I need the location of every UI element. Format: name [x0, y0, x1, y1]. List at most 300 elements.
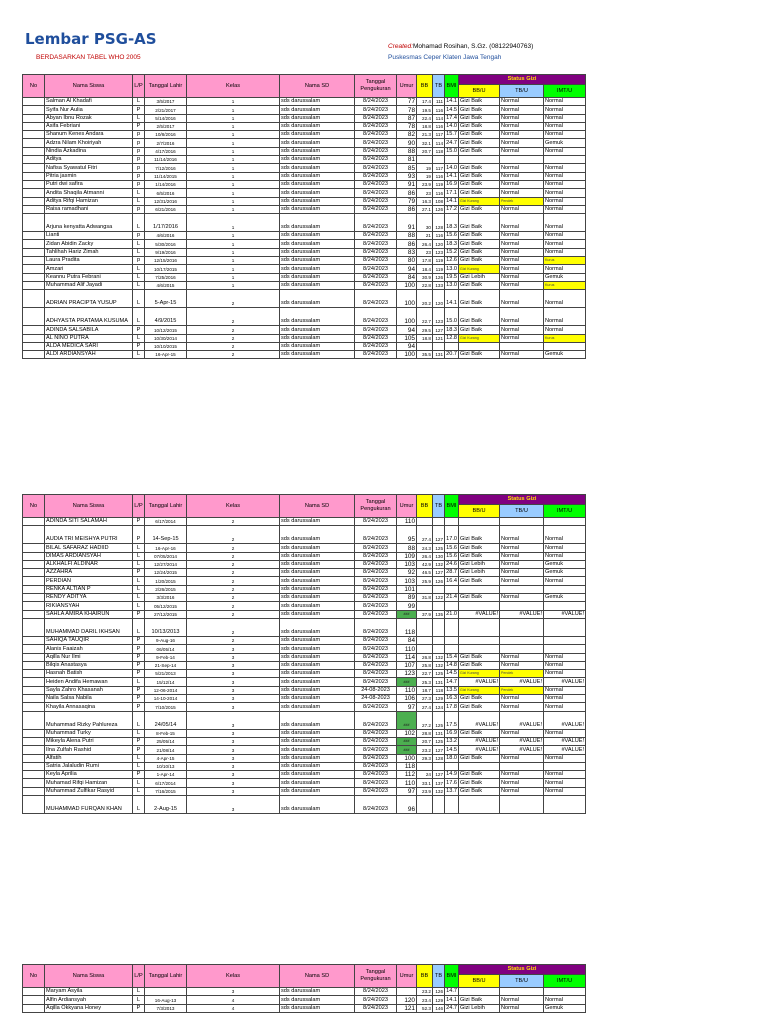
- cell-umur: 121: [397, 1004, 417, 1012]
- col-header-lp: L/P: [133, 965, 145, 988]
- cell-lp: L: [133, 98, 145, 106]
- cell-bb: 27.2: [417, 711, 433, 729]
- cell-nama-siswa: Muhammad Alif Jayadi: [45, 281, 133, 289]
- table-row: [23, 610, 586, 618]
- cell-nama-siswa: Salman Al Khadafi: [45, 98, 133, 106]
- cell-bmi: 14.7: [446, 988, 457, 995]
- cell-tanggal-lahir: 05/12/2015: [145, 602, 187, 610]
- cell-kelas: 1: [187, 257, 280, 265]
- cell-imt-u: [544, 636, 586, 644]
- cell-nama-sd: sds darussalam: [280, 569, 355, 577]
- cell-lp: P: [133, 518, 145, 526]
- cell-bmi: 14.1: [446, 996, 457, 1003]
- cell-nama-siswa: Zidan Abidin Zacky: [45, 240, 133, 248]
- cell-tanggal-lahir: 14-10-2014: [145, 695, 187, 703]
- cell-tanggal-lahir: 5-Apr-15: [145, 290, 187, 308]
- cell-nama-sd: sds darussalam: [280, 560, 355, 568]
- cell-bb: 32.1: [417, 139, 433, 147]
- cell-nama-siswa: Putri dwi safira: [45, 180, 133, 188]
- table-row: [23, 737, 586, 745]
- cell-nama-sd: sds darussalam: [280, 686, 355, 694]
- table-row: [23, 1004, 586, 1012]
- cell-tanggal-pengukuran: 8/24/2023: [355, 214, 397, 232]
- table-row: [23, 796, 586, 814]
- cell-nama-sd: sds darussalam: [280, 147, 355, 155]
- cell-tanggal-lahir: 11/14/2016: [145, 156, 187, 164]
- cell-tb: 127: [433, 569, 445, 577]
- cell-imt-u: [544, 342, 586, 350]
- cell-tanggal-lahir: 5/14/2016: [145, 114, 187, 122]
- cell-bb: 27.1: [417, 205, 433, 213]
- cell-tanggal-lahir: 2/5/2017: [145, 122, 187, 130]
- cell-tanggal-pengukuran: 8/24/2023: [355, 703, 397, 711]
- table-row: [23, 197, 586, 205]
- cell-lp: L: [133, 552, 145, 560]
- cell-nama-siswa: Amzari: [45, 265, 133, 273]
- cell-bb-u: Gizi Kurang: [459, 334, 500, 342]
- cell-nama-sd: sds darussalam: [280, 585, 355, 593]
- cell-tb: 116: [433, 172, 445, 180]
- cell-lp: P: [133, 610, 145, 618]
- cell-imt-u: Normal: [544, 122, 586, 130]
- cell-tb: 126: [433, 577, 445, 585]
- cell-tanggal-pengukuran: 8/24/2023: [355, 771, 397, 779]
- cell-bb: 18.8: [417, 122, 433, 130]
- cell-imt-u: Kurus: [544, 281, 586, 289]
- cell-tanggal-pengukuran: 8/24/2023: [355, 560, 397, 568]
- cell-tb: 108: [433, 197, 445, 205]
- cell-tanggal-lahir: 16-Aug-13: [145, 996, 187, 1004]
- cell-tb-u: Normal: [500, 787, 544, 795]
- cell-umur: 100: [397, 290, 417, 308]
- table-row: [23, 308, 586, 326]
- cell-tb: 118: [433, 147, 445, 155]
- cell-bb: [417, 518, 433, 526]
- cell-bmi: 20.7: [446, 351, 457, 358]
- cell-nama-siswa: Sayla Zahro Khasanah: [45, 686, 133, 694]
- cell-umur: 86: [397, 189, 417, 197]
- cell-tanggal-lahir: 12/31/2016: [145, 197, 187, 205]
- cell-tb: [433, 618, 445, 636]
- cell-kelas: 3: [187, 703, 280, 711]
- table-row: [23, 526, 586, 544]
- cell-tanggal-lahir: 12/24/2015: [145, 569, 187, 577]
- cell-imt-u: Normal: [544, 653, 586, 661]
- cell-nama-siswa: ALKHALFI ALDINAR: [45, 560, 133, 568]
- cell-bb: [417, 796, 433, 814]
- cell-imt-u: Normal: [544, 197, 586, 205]
- col-header-bmi: BMI: [445, 965, 459, 988]
- cell-nama-sd: sds darussalam: [280, 122, 355, 130]
- cell-kelas: 2: [187, 351, 280, 359]
- cell-kelas: 3: [187, 988, 280, 996]
- cell-bb: 19.5: [417, 106, 433, 114]
- cell-no: [23, 342, 45, 350]
- cell-lp: p: [133, 139, 145, 147]
- cell-umur: 103: [397, 577, 417, 585]
- cell-tb-u: Normal: [500, 265, 544, 273]
- cell-bb: [417, 636, 433, 644]
- cell-tanggal-lahir: 4/6/2015: [145, 281, 187, 289]
- cell-tanggal-pengukuran: 8/24/2023: [355, 172, 397, 180]
- cell-bmi: 14.5: [446, 670, 457, 677]
- cell-nama-sd: sds darussalam: [280, 180, 355, 188]
- cell-tanggal-pengukuran: 8/24/2023: [355, 147, 397, 155]
- cell-imt-u: Normal: [544, 686, 586, 694]
- cell-lp: P: [133, 326, 145, 334]
- cell-nama-sd: sds darussalam: [280, 636, 355, 644]
- cell-umur: 100: [397, 351, 417, 359]
- cell-tb-u: #VALUE!: [500, 711, 544, 729]
- cell-umur: ###: [397, 711, 417, 729]
- cell-nama-sd: sds darussalam: [280, 197, 355, 205]
- cell-nama-sd: sds darussalam: [280, 703, 355, 711]
- cell-bmi: [445, 518, 459, 526]
- cell-no: [23, 139, 45, 147]
- cell-kelas: 1: [187, 189, 280, 197]
- col-header-bbu: BB/U: [459, 975, 500, 988]
- cell-lp: p: [133, 205, 145, 213]
- cell-umur: ###: [397, 610, 417, 618]
- cell-lp: P: [133, 746, 145, 754]
- cell-bb: [417, 618, 433, 636]
- cell-umur: 106: [397, 695, 417, 703]
- cell-kelas: 3: [187, 762, 280, 770]
- cell-nama-sd: sds darussalam: [280, 670, 355, 678]
- cell-tb-u: Normal: [500, 695, 544, 703]
- cell-tanggal-lahir: 3/3/2016: [145, 594, 187, 602]
- cell-imt-u: Normal: [544, 180, 586, 188]
- cell-tanggal-lahir: 27/12/2015: [145, 610, 187, 618]
- cell-nama-siswa: Aqilla Nur Ilmi: [45, 653, 133, 661]
- cell-nama-sd: sds darussalam: [280, 610, 355, 618]
- cell-tb: 127: [433, 746, 445, 754]
- cell-tanggal-lahir: 10/17/2015: [145, 265, 187, 273]
- cell-umur: 86: [397, 205, 417, 213]
- cell-tanggal-lahir: 16-Apr-16: [145, 544, 187, 552]
- cell-lp: P: [133, 342, 145, 350]
- cell-tanggal-pengukuran: 8/24/2023: [355, 569, 397, 577]
- cell-lp: L: [133, 711, 145, 729]
- cell-tb: [433, 762, 445, 770]
- cell-umur: 110: [397, 645, 417, 653]
- cell-tb: 123: [433, 248, 445, 256]
- cell-tb-u: Normal: [500, 577, 544, 585]
- cell-tb: 133: [433, 281, 445, 289]
- col-header-no: No: [23, 75, 45, 98]
- cell-tanggal-lahir: 5/21/2013: [145, 670, 187, 678]
- table-row: [23, 996, 586, 1004]
- table-row: [23, 703, 586, 711]
- table-row: [23, 569, 586, 577]
- cell-imt-u: #VALUE!: [544, 746, 586, 754]
- cell-tb-u: [500, 762, 544, 770]
- cell-tanggal-lahir: 24/05/14: [145, 711, 187, 729]
- cell-tb-u: Normal: [500, 273, 544, 281]
- table-row: [23, 351, 586, 359]
- cell-kelas: 1: [187, 180, 280, 188]
- cell-imt-u: #VALUE!: [544, 678, 586, 686]
- cell-bmi: 24.6: [446, 561, 457, 568]
- cell-tanggal-lahir: 10/13/2013: [145, 618, 187, 636]
- cell-nama-siswa: Pitria jasmin: [45, 172, 133, 180]
- col-header-tgl-lahir: Tanggal Lahir: [145, 75, 187, 98]
- cell-nama-sd: sds darussalam: [280, 678, 355, 686]
- cell-kelas: 1: [187, 265, 280, 273]
- cell-nama-siswa: ADINDA SALSABILA: [45, 326, 133, 334]
- cell-bmi: 14.1: [446, 172, 457, 179]
- cell-lp: L: [133, 248, 145, 256]
- cell-tb: 114: [433, 139, 445, 147]
- cell-nama-siswa: Muhammad Rizky Pahlureza: [45, 711, 133, 729]
- cell-kelas: 2: [187, 610, 280, 618]
- cell-tb-u: Normal: [500, 653, 544, 661]
- cell-nama-siswa: Adzra Nilam Khoiriyah: [45, 139, 133, 147]
- cell-tb: 116: [433, 189, 445, 197]
- cell-nama-siswa: RENDY ADITYA: [45, 594, 133, 602]
- cell-tb: [433, 645, 445, 653]
- cell-imt-u: Normal: [544, 526, 586, 544]
- cell-bb: 23.9: [417, 180, 433, 188]
- cell-tanggal-lahir: 3/5/2017: [145, 98, 187, 106]
- cell-imt-u: Gemuk: [544, 273, 586, 281]
- cell-tanggal-lahir: 6/17/2014: [145, 518, 187, 526]
- cell-nama-siswa: BILAL SAFARAZ HADIID: [45, 544, 133, 552]
- cell-tanggal-lahir: 9-Aug-16: [145, 636, 187, 644]
- cell-bmi: 15.0: [445, 308, 459, 326]
- cell-bb: 24: [417, 771, 433, 779]
- cell-bb-u: Gizi Baik: [459, 214, 500, 232]
- cell-nama-siswa: AL NINO PUTRA: [45, 334, 133, 342]
- header-row: [23, 965, 586, 975]
- cell-bb: 27.4: [417, 526, 433, 544]
- col-header-bmi: BMI: [445, 75, 459, 98]
- cell-kelas: 2: [187, 290, 280, 308]
- cell-tb: 128: [433, 754, 445, 762]
- cell-bmi: 14.0: [446, 123, 457, 130]
- cell-bb: 23.2: [417, 988, 433, 996]
- table-row: [23, 636, 586, 644]
- cell-kelas: 3: [187, 754, 280, 762]
- cell-kelas: 2: [187, 526, 280, 544]
- cell-no: [23, 585, 45, 593]
- cell-tanggal-lahir: 11/14/2015: [145, 172, 187, 180]
- cell-nama-siswa: Khayila Annasaqina: [45, 703, 133, 711]
- cell-bmi: 14.5: [446, 746, 457, 753]
- cell-bb: 18.7: [417, 686, 433, 694]
- cell-umur: 91: [397, 180, 417, 188]
- cell-bmi: 14.5: [446, 106, 457, 113]
- cell-lp: L: [133, 779, 145, 787]
- cell-tb-u: #VALUE!: [500, 737, 544, 745]
- cell-nama-siswa: Nafisa Syawatul Fitri: [45, 164, 133, 172]
- cell-kelas: 2: [187, 569, 280, 577]
- cell-lp: P: [133, 695, 145, 703]
- cell-bb-u: Gizi Baik: [459, 552, 500, 560]
- cell-nama-siswa: SAHIQA TAUQIR: [45, 636, 133, 644]
- cell-bb: 26.4: [417, 240, 433, 248]
- cell-imt-u: Normal: [544, 232, 586, 240]
- cell-nama-siswa: Arjuna kenyatta Adwangsa: [45, 214, 133, 232]
- cell-imt-u: [544, 796, 586, 814]
- cell-tb-u: Normal: [500, 703, 544, 711]
- cell-kelas: 2: [187, 552, 280, 560]
- table-row: [23, 670, 586, 678]
- cell-bb: 29.5: [417, 326, 433, 334]
- cell-nama-sd: sds darussalam: [280, 214, 355, 232]
- cell-tb: 126: [433, 273, 445, 281]
- cell-bmi: 28.7: [446, 569, 457, 576]
- cell-tanggal-lahir: 6/17/2014: [145, 779, 187, 787]
- cell-umur: 83: [397, 248, 417, 256]
- cell-tb-u: Normal: [500, 214, 544, 232]
- cell-nama-sd: sds darussalam: [280, 248, 355, 256]
- cell-kelas: 3: [187, 661, 280, 669]
- cell-nama-sd: sds darussalam: [280, 653, 355, 661]
- cell-tanggal-pengukuran: 8/24/2023: [355, 240, 397, 248]
- cell-kelas: 1: [187, 205, 280, 213]
- cell-no: [23, 180, 45, 188]
- cell-bmi: [445, 156, 459, 164]
- cell-imt-u: Normal: [544, 131, 586, 139]
- cell-kelas: 2: [187, 326, 280, 334]
- cell-bb-u: [459, 602, 500, 610]
- cell-kelas: 1: [187, 281, 280, 289]
- cell-nama-siswa: Alfin Ardiansyah: [45, 996, 133, 1004]
- cell-bb-u: [459, 156, 500, 164]
- cell-imt-u: Gemuk: [544, 594, 586, 602]
- cell-imt-u: Normal: [544, 248, 586, 256]
- table-row: [23, 114, 586, 122]
- cell-tb-u: Normal: [500, 98, 544, 106]
- cell-kelas: 2: [187, 308, 280, 326]
- cell-no: [23, 560, 45, 568]
- cell-imt-u: Normal: [544, 214, 586, 232]
- cell-umur: 110: [397, 518, 417, 526]
- table-row: [23, 98, 586, 106]
- cell-nama-siswa: Shanum Kenes Andara: [45, 131, 133, 139]
- created-name: Mohamad Rosihan, S.Gz. (08122940763): [412, 43, 534, 50]
- table-row: [23, 122, 586, 130]
- cell-nama-siswa: SAHLA AMIRA KHAIRUN: [45, 610, 133, 618]
- table-row: [23, 180, 586, 188]
- cell-tanggal-pengukuran: 8/24/2023: [355, 1004, 397, 1012]
- cell-umur: 82: [397, 131, 417, 139]
- cell-umur: 103: [397, 560, 417, 568]
- cell-nama-siswa: Maryam Asyila: [45, 988, 133, 996]
- cell-tb: 132: [433, 661, 445, 669]
- table-row: [23, 248, 586, 256]
- cell-umur: 78: [397, 122, 417, 130]
- cell-bmi: 14.9: [446, 771, 457, 778]
- cell-tb: 132: [433, 653, 445, 661]
- cell-nama-sd: sds darussalam: [280, 290, 355, 308]
- cell-lp: P: [133, 686, 145, 694]
- table-row: [23, 585, 586, 593]
- cell-no: [23, 518, 45, 526]
- cell-bb: 20.7: [417, 737, 433, 745]
- col-header-no: No: [23, 495, 45, 518]
- cell-bb: 18.4: [417, 265, 433, 273]
- col-header-tgl-ukur: Tanggal Pengukuran: [355, 495, 397, 518]
- cell-bmi: 18.3: [446, 326, 457, 333]
- col-header-status-gizi: Status Gizi: [459, 495, 586, 505]
- cell-umur: 90: [397, 139, 417, 147]
- cell-bb: 23: [417, 248, 433, 256]
- cell-no: [23, 610, 45, 618]
- cell-imt-u: [544, 518, 586, 526]
- cell-tb-u: Normal: [500, 139, 544, 147]
- cell-tanggal-pengukuran: 8/24/2023: [355, 711, 397, 729]
- cell-no: [23, 636, 45, 644]
- cell-tb-u: #VALUE!: [500, 746, 544, 754]
- cell-nama-sd: sds darussalam: [280, 796, 355, 814]
- cell-tanggal-pengukuran: 8/24/2023: [355, 131, 397, 139]
- cell-nama-sd: sds darussalam: [280, 779, 355, 787]
- cell-umur: 99: [397, 602, 417, 610]
- cell-no: [23, 214, 45, 232]
- cell-nama-siswa: ADRIAN PRACIPTA YUSUP: [45, 290, 133, 308]
- cell-bb-u: Gizi Baik: [459, 106, 500, 114]
- cell-nama-sd: sds darussalam: [280, 544, 355, 552]
- cell-tanggal-lahir: 9/19/2016: [145, 248, 187, 256]
- cell-kelas: 1: [187, 114, 280, 122]
- cell-tanggal-pengukuran: 8/24/2023: [355, 98, 397, 106]
- cell-tanggal-pengukuran: 8/24/2023: [355, 602, 397, 610]
- cell-nama-sd: sds darussalam: [280, 106, 355, 114]
- cell-no: [23, 131, 45, 139]
- table-row: [23, 281, 586, 289]
- cell-imt-u: Normal: [544, 98, 586, 106]
- table-row: [23, 544, 586, 552]
- cell-bmi: [445, 762, 459, 770]
- cell-kelas: 1: [187, 98, 280, 106]
- cell-kelas: 4: [187, 996, 280, 1004]
- cell-tb: 132: [433, 560, 445, 568]
- cell-lp: L: [133, 787, 145, 795]
- cell-kelas: 3: [187, 678, 280, 686]
- cell-tb-u: [500, 602, 544, 610]
- table-row: [23, 518, 586, 526]
- cell-tanggal-lahir: 1/14/2016: [145, 180, 187, 188]
- cell-bb-u: #VALUE!: [459, 711, 500, 729]
- cell-kelas: 3: [187, 711, 280, 729]
- cell-imt-u: Normal: [544, 147, 586, 155]
- cell-bb-u: Gizi Baik: [459, 114, 500, 122]
- cell-umur: 78: [397, 106, 417, 114]
- cell-bb: 28.8: [417, 729, 433, 737]
- cell-tb-u: [500, 618, 544, 636]
- cell-bb-u: [459, 518, 500, 526]
- cell-tanggal-pengukuran: 8/24/2023: [355, 265, 397, 273]
- table-row: [23, 577, 586, 585]
- col-header-bbu: BB/U: [459, 505, 500, 518]
- cell-tb: [433, 796, 445, 814]
- cell-tb: 129: [433, 996, 445, 1004]
- cell-tanggal-pengukuran: 8/24/2023: [355, 678, 397, 686]
- cell-tb: 127: [433, 526, 445, 544]
- cell-no: [23, 240, 45, 248]
- cell-nama-sd: sds darussalam: [280, 98, 355, 106]
- table-row: [23, 334, 586, 342]
- cell-umur: 102: [397, 729, 417, 737]
- cell-nama-sd: sds darussalam: [280, 308, 355, 326]
- cell-imt-u: Normal: [544, 106, 586, 114]
- cell-tb: 128: [433, 214, 445, 232]
- table-row: [23, 645, 586, 653]
- cell-kelas: 3: [187, 796, 280, 814]
- table-row: [23, 787, 586, 795]
